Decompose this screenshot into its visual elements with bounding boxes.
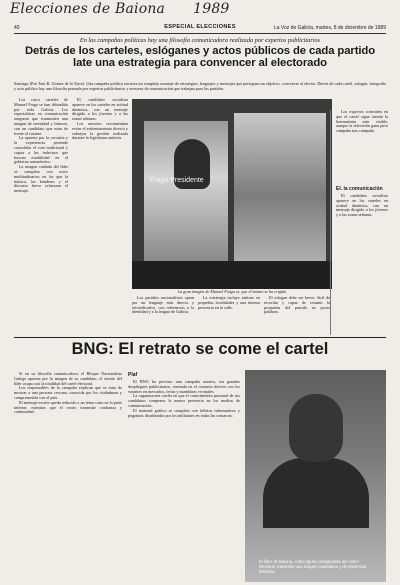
article2-column-2 (128, 380, 240, 580)
article1-side-column (336, 110, 388, 182)
street-ground (132, 261, 332, 289)
article1-column-4 (198, 296, 260, 336)
paragraph: Los expertos coinciden en que el cartel sigue siendo la herramienta más visible, aunque la televisión gana peso campaña tras campaña. (336, 110, 388, 134)
masthead (14, 24, 386, 34)
article2-subhead: Plaf (128, 372, 138, 378)
billboard-left (144, 121, 228, 261)
article1-lead: Santiago (Por Toni R. Gómez de la Torre). Una campaña política encierra un complejo montaje de estrategias, lenguajes y mensajes que persiguen un objetivo, convencer al elector. Detrás de cada cartel, eslogan, fotografía y acto público hay una filosofía pensada por expertos publicitarios y asesores de comunicación que trabajan para los partidos. (14, 82, 386, 91)
portrait-face (289, 394, 343, 462)
article2-headline: BNG: El retrato se come el cartel (71, 340, 329, 358)
paragraph: Los responsables de la campaña explican que se trata de mostrar a una persona cercana, conocida por los ciudadanos y comprometida con el país. (14, 385, 122, 400)
paragraph: El material gráfico se completa con folletos informativos y pegatinas distribuidas por los militantes en todas las comarcas. (128, 407, 240, 418)
paragraph: Los cinco carteles de Manuel Fraga se han difundido por toda Galicia. Los especialistas en comunicación aseguran que transmiten una imagen de serenidad y firmeza, con un candidato que mira de frente al votante. (14, 98, 68, 136)
paragraph: La organización confía en que el conocimiento personal de sus candidatos compense la menor presencia en los medios de comunicación. (128, 393, 240, 408)
billboard-text: Fraga Presidente (150, 177, 204, 184)
article1-column-5 (264, 296, 330, 336)
article1-side-subhead: El. la comunicación (336, 186, 383, 192)
edition-date: La Voz de Galicia, martes, 8 de diciembre de 1989 (273, 25, 386, 31)
paragraph: La estrategia incluye mítines en pequeñas localidades y una intensa presencia en la calle. (198, 296, 260, 310)
paragraph: El candidato socialista aparece en los carteles en actitud dinámica, con un mensaje dirigido a los jóvenes y a las zonas urbanas. (336, 194, 388, 218)
section-rule (14, 337, 386, 338)
billboard-right (234, 113, 326, 263)
article1-kicker: En las campañas políticas hay una filosofía comunicadora realizada por expertos publicitarios (79, 37, 321, 44)
article1-column-2 (72, 98, 128, 334)
annotation-year: 1989 (193, 1, 230, 17)
paragraph: Si en su filosofía comunicadora, el Bloque Nacionalista Galego apuesta por la imagen de su candidato, el retrato del líder ocupa casi la totalidad del cartel electoral. (14, 372, 122, 386)
column-divider (330, 110, 331, 335)
candidate-portrait-photo (245, 370, 386, 582)
paragraph: Los asesores recomiendan evitar el enfrentamiento directo y subrayar la gestión realizada durante la legislatura anterior. (72, 120, 128, 141)
article1-side-column-2 (336, 194, 388, 334)
article2-photo-caption: El líder de Baiona, como figura protagonista del cartel electoral, transmite una imagen ciudadana y de presencia histórica. (259, 559, 367, 574)
annotation-text: Elecciones de Baiona (10, 1, 166, 17)
article1-headline: Detrás de los carteles, eslóganes y actos públicos de cada partido late una estrategia para convencer al electorado (24, 45, 375, 69)
paragraph: La imagen cuidada del líder se completa con actos multitudinarios en los que la música, las banderas y el discurso breve refuerzan el mensaje. (14, 164, 68, 194)
article1-column-3 (132, 296, 194, 336)
article1-photo-caption: La gran imagen de Manuel Fraga es, que él mismo se ha erigido (177, 289, 287, 294)
handwritten-annotation (10, 1, 230, 17)
paragraph: La apuesta por la cercanía y la experiencia pretende consolidar el voto tradicional y captar a los indecisos que buscan estabilidad en el gobierno autonómico. (14, 135, 68, 165)
paragraph: El eslogan debe ser breve, fácil de recordar y capaz de resumir la propuesta del partido en pocas palabras. (264, 296, 330, 315)
paragraph: El mensaje escrito queda reducido a un lema corto en la parte inferior, mientras que el rostro transmite confianza y continuidad. (14, 399, 122, 415)
page-number: 40 (14, 25, 20, 31)
paragraph: El BNG ha previsto una campaña austera, sin grandes despliegues publicitarios, centrada en el contacto directo con los votantes en mercados, ferias y asambleas vecinales. (128, 380, 240, 394)
paragraph: El candidato socialista aparece en los carteles en actitud dinámica, con un mensaje dirigido a los jóvenes y a las zonas urbanas. (72, 98, 128, 122)
billboard-photo (132, 99, 332, 289)
article2-column-1 (14, 372, 122, 580)
article1-column-1 (14, 98, 68, 334)
portrait-shoulders (263, 458, 369, 528)
paragraph: Los partidos nacionalistas optan por un lenguaje más directo y reivindicativo, con referencias a la identidad y a la lengua de Galicia. (132, 296, 194, 315)
section-title: ESPECIAL ELECCIONES (164, 24, 236, 30)
